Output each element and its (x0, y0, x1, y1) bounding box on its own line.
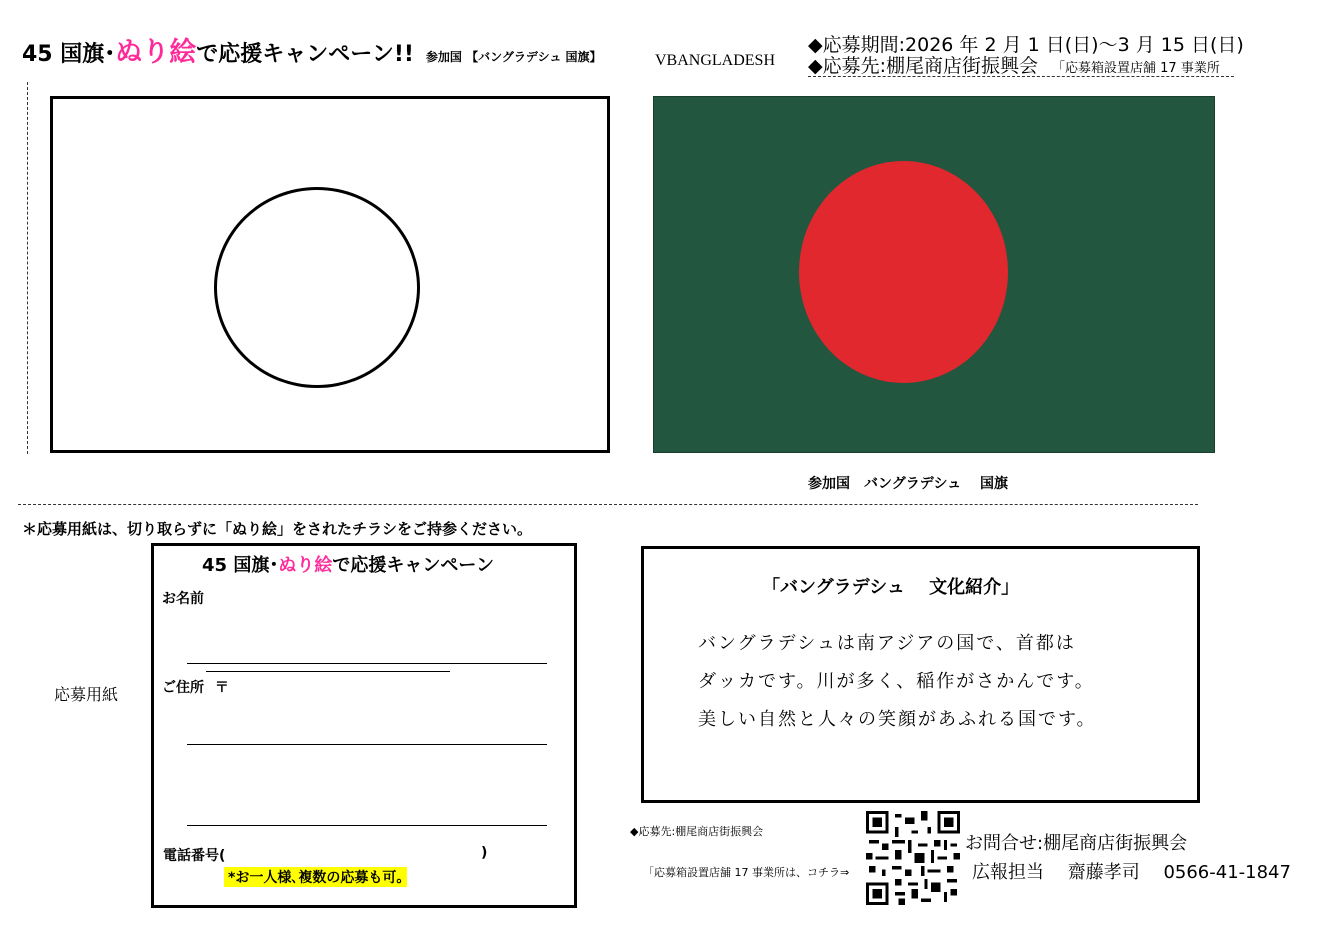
name-line-2[interactable] (206, 671, 450, 672)
culture-body (698, 625, 1097, 739)
culture-box (641, 546, 1200, 803)
contact-organization: お問合せ:棚尾商店街振興会 (965, 833, 1188, 854)
footer-apply-box: 「応募箱設置店舗 17 事業所は、コチラ⇒ (643, 866, 850, 879)
title-suffix: で応援キャンペーン!! (196, 42, 414, 67)
entry-period: ◆応募期間:2026 年 2 月 1 日(日)～3 月 15 日(日) (808, 34, 1244, 56)
phone-label: 電話番号( (163, 848, 226, 864)
contact-person: 広報担当 齋藤孝司 0566-41-1847 (972, 862, 1291, 883)
cut-line-middle (18, 504, 1198, 505)
title-sub: 参加国 【バングラデシュ 国旗】 (425, 50, 602, 64)
flag-caption: 参加国 バングラデシュ 国旗 (808, 476, 1009, 492)
form-title-nurie: ぬり絵 (278, 555, 333, 576)
cut-line-left (27, 82, 28, 454)
address-label-text: ご住所 (162, 680, 204, 696)
culture-title: 「バングラデシュ 文化紹介」 (762, 577, 1020, 598)
entry-note: ＊応募用紙は、切り取らずに「ぬり絵」をされたチラシをご持参ください。 (22, 520, 533, 538)
name-label: お名前 (162, 591, 204, 607)
address-line-1[interactable] (187, 744, 547, 745)
title-prefix: 45 国旗･ (22, 42, 116, 67)
bangladesh-flag-red-disc (799, 161, 1008, 383)
culture-line: 美しい自然と人々の笑顔があふれる国です。 (698, 709, 1097, 730)
name-line-1[interactable] (187, 663, 547, 664)
country-code: VBANGLADESH (655, 52, 775, 69)
form-side-label: 応募用紙 (54, 685, 119, 704)
form-title (202, 551, 494, 577)
qr-code-icon[interactable] (866, 811, 960, 905)
title-nurie: ぬり絵 (115, 37, 197, 68)
culture-line: ダッカです。川が多く、稲作がさかんです。 (698, 671, 1095, 692)
footer-apply-to: ◆応募先:棚尾商店街振興会 (630, 825, 764, 838)
coloring-flag-outline (50, 96, 610, 453)
cut-line-top (808, 76, 1234, 77)
form-title-prefix: 45 国旗･ (202, 555, 279, 576)
destination-text: ◆応募先:棚尾商店街振興会 (808, 55, 1039, 77)
coloring-flag-circle (214, 187, 420, 388)
form-title-suffix: で応援キャンペーン (332, 555, 494, 576)
culture-line: バングラデシュは南アジアの国で、首都は (698, 633, 1076, 654)
bangladesh-flag (653, 96, 1215, 453)
page-title (22, 30, 602, 69)
multiple-entries-note: *お一人様､複数の応募も可｡ (224, 867, 407, 887)
address-label (162, 677, 229, 697)
entry-destination (808, 51, 1220, 78)
entry-form (151, 543, 577, 908)
address-line-2[interactable] (187, 825, 547, 826)
postal-mark: 〒 (214, 680, 229, 696)
destination-note: 「応募箱設置店舗 17 事業所 (1052, 61, 1220, 76)
phone-close: ) (481, 845, 488, 861)
